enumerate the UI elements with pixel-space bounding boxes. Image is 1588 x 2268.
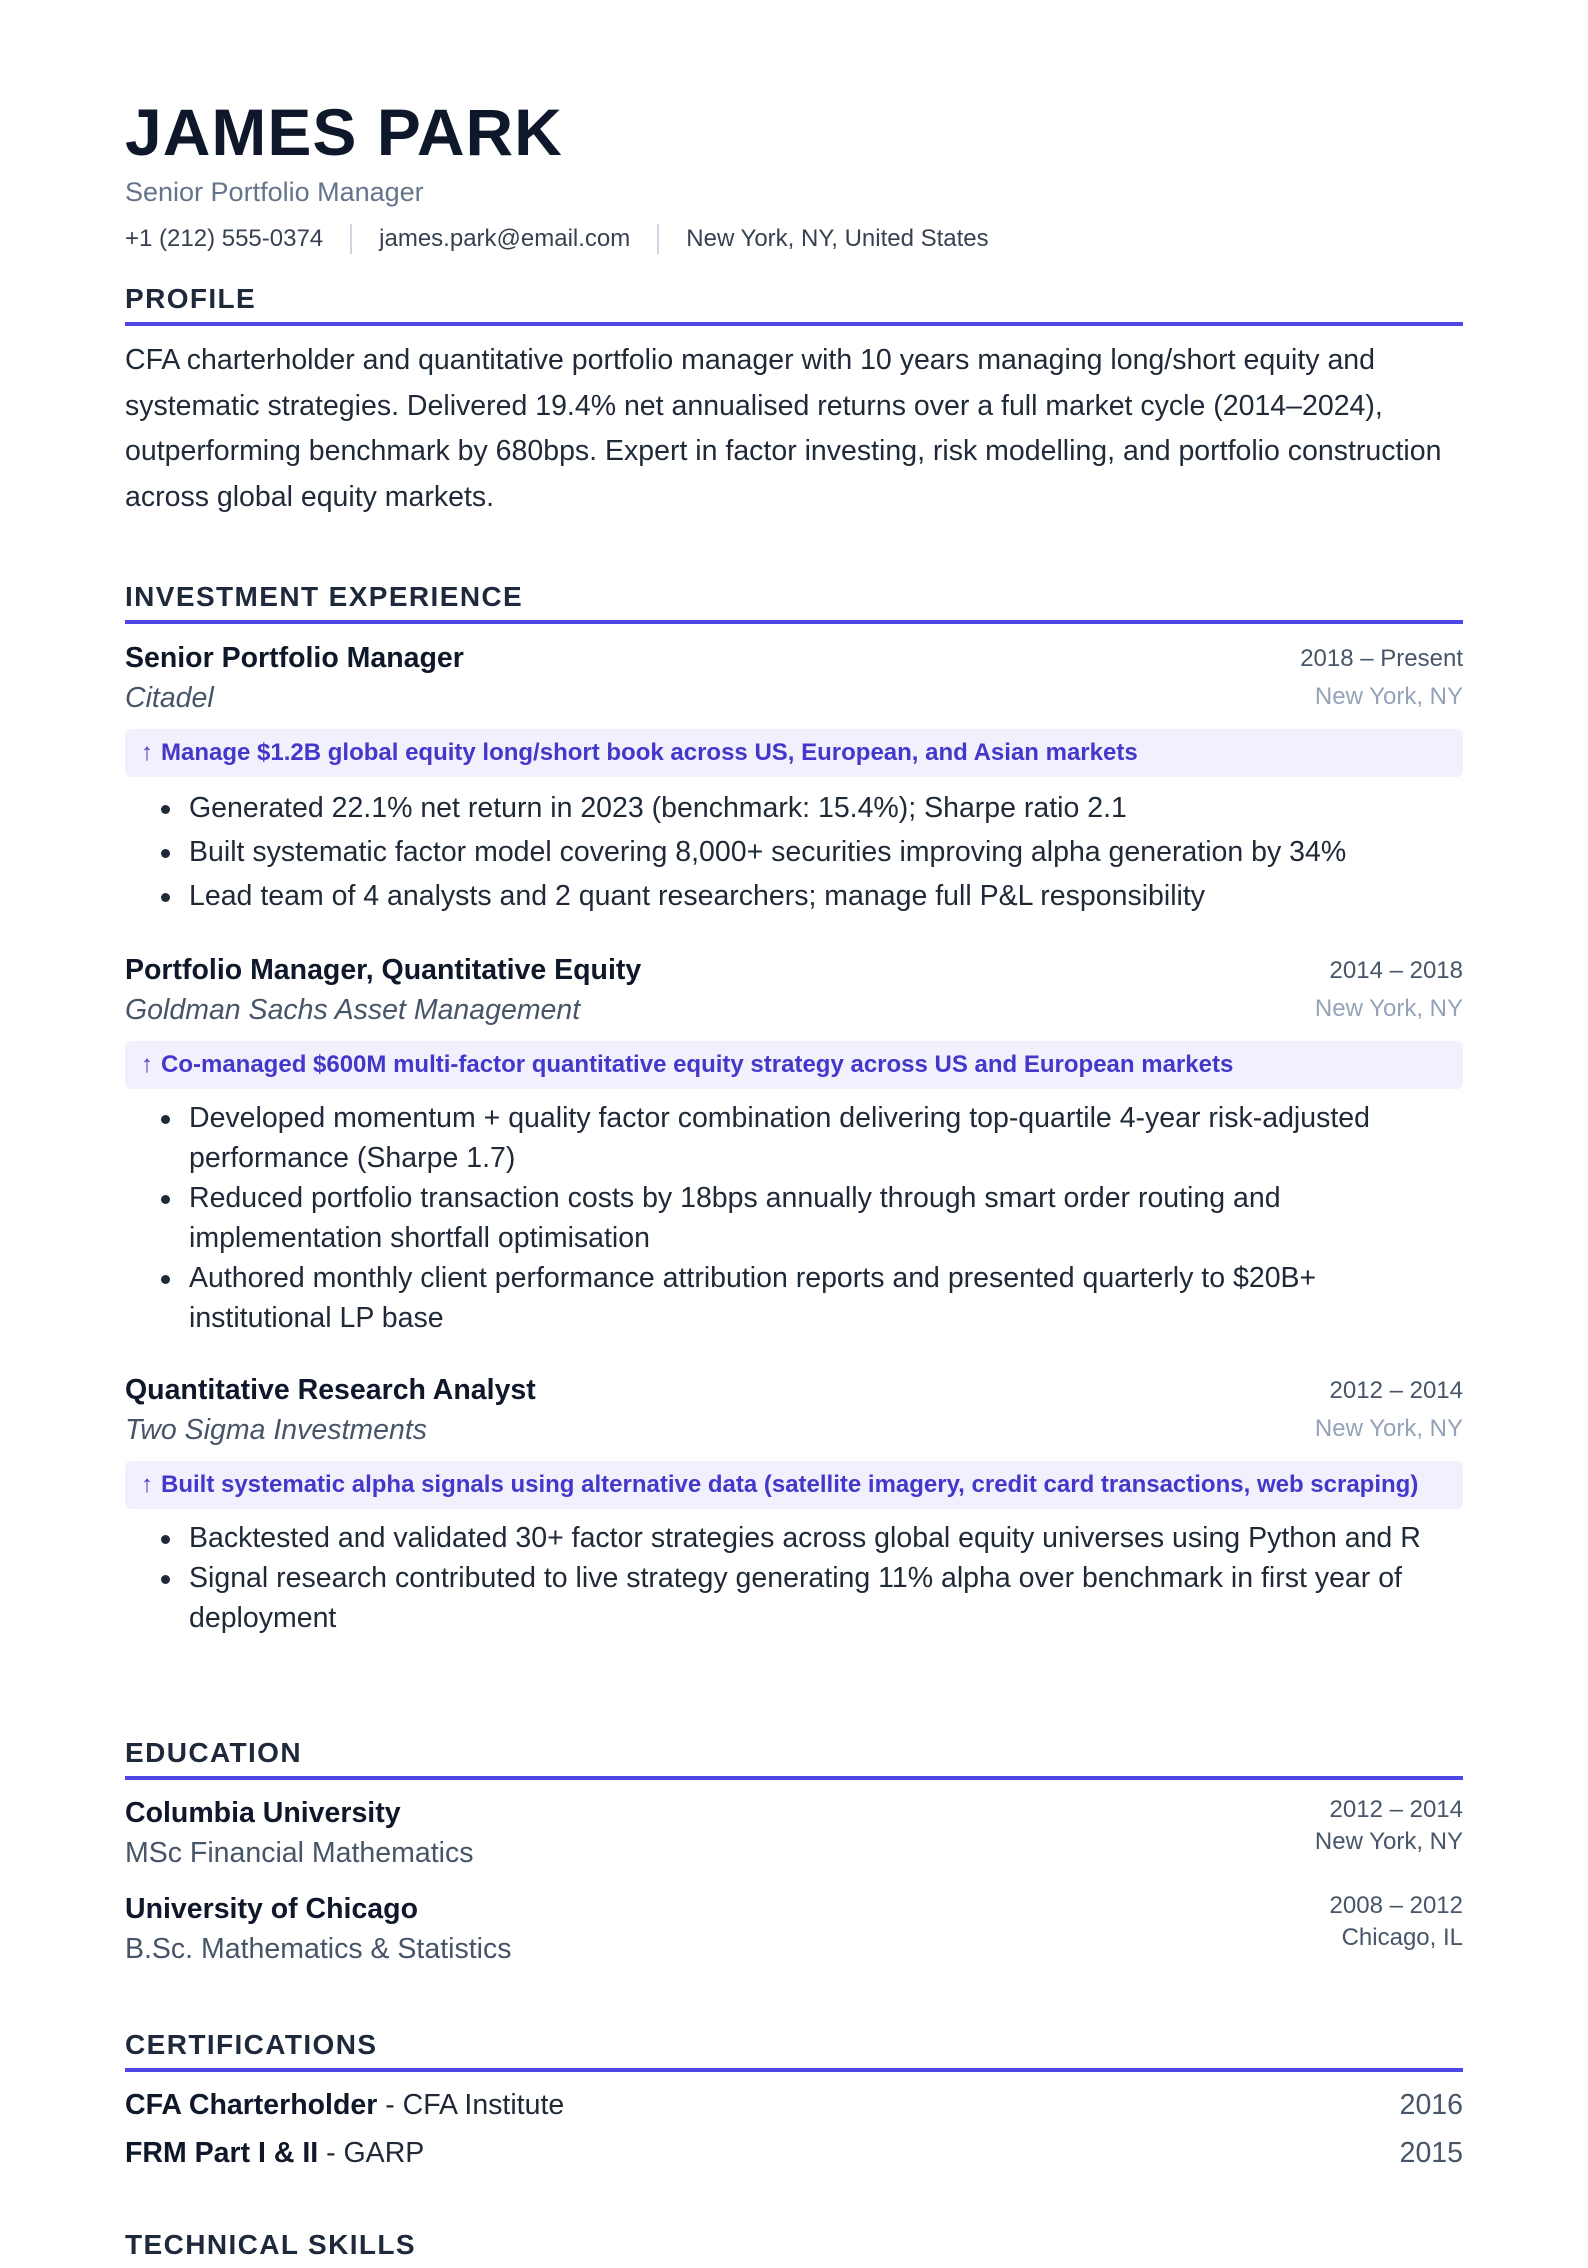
- profile-summary: CFA charterholder and quantitative portfolio manager with 10 years managing long/short equity and systematic strategies. Delivered 19.4% net annualised returns over a full market cycle (2014–2024), outperforming benchmark by 680bps. Expert in factor investing, risk modelling, and portfolio construction across global equity markets.: [125, 344, 1442, 513]
- list-item: Built systematic factor model covering 8,000+ securities improving alpha generation by 34%: [125, 830, 1463, 874]
- candidate-title: Senior Portfolio Manager: [125, 177, 424, 207]
- contact-line: [125, 222, 989, 256]
- job-bullets: [125, 1518, 1463, 1638]
- education-school: University of Chicago: [125, 1893, 418, 1925]
- certification-name: FRM Part I & II: [125, 2137, 319, 2169]
- job-highlight: [125, 1461, 1463, 1509]
- contact-phone: +1 (212) 555-0374: [125, 225, 324, 252]
- job-highlight: [125, 1041, 1463, 1089]
- resume-page: [125, 0, 1463, 2260]
- section-heading-technical-skills: TECHNICAL SKILLS: [125, 2229, 416, 2260]
- contact-divider: [350, 224, 352, 254]
- certification-name: CFA Charterholder: [125, 2089, 378, 2121]
- education-degree: MSc Financial Mathematics: [125, 1837, 474, 1869]
- section-heading-certifications: CERTIFICATIONS: [125, 2028, 1463, 2072]
- contact-divider: [657, 224, 659, 254]
- arrow-up-icon: ↑: [141, 1471, 153, 1498]
- list-item: Lead team of 4 analysts and 2 quant researchers; manage full P&L responsibility: [125, 874, 1463, 918]
- list-item: Generated 22.1% net return in 2023 (benchmark: 15.4%); Sharpe ratio 2.1: [125, 786, 1463, 830]
- job-highlight-text: Manage $1.2B global equity long/short book across US, European, and Asian markets: [161, 739, 1138, 766]
- education-location: Chicago, IL: [1341, 1924, 1463, 1951]
- section-heading-profile: PROFILE: [125, 282, 1463, 326]
- job-title: Quantitative Research Analyst: [125, 1374, 536, 1406]
- job-location: New York, NY: [1314, 1415, 1463, 1442]
- education-degree: B.Sc. Mathematics & Statistics: [125, 1933, 512, 1965]
- list-item: Signal research contributed to live strategy generating 11% alpha over benchmark in first year of deployment: [125, 1558, 1463, 1638]
- contact-email[interactable]: james.park@email.com: [379, 225, 631, 252]
- education-dates: 2012 – 2014: [1329, 1796, 1463, 1823]
- job-company: Goldman Sachs Asset Management: [125, 994, 581, 1026]
- section-heading-education: EDUCATION: [125, 1736, 1463, 1780]
- job-title: Senior Portfolio Manager: [125, 642, 464, 674]
- job-location: New York, NY: [1314, 683, 1463, 710]
- certification-item: [125, 2136, 424, 2170]
- certification-year: 2015: [1399, 2137, 1463, 2169]
- candidate-name: JAMES PARK: [125, 95, 563, 169]
- job-company: Citadel: [125, 682, 214, 714]
- job-dates: 2014 – 2018: [1329, 957, 1463, 984]
- list-item: Authored monthly client performance attribution reports and presented quarterly to $20B+ institutional LP base: [125, 1258, 1463, 1338]
- job-dates: 2012 – 2014: [1329, 1377, 1463, 1404]
- certification-issuer: - CFA Institute: [377, 2089, 565, 2121]
- section-heading-experience: INVESTMENT EXPERIENCE: [125, 580, 1463, 624]
- arrow-up-icon: ↑: [141, 1051, 153, 1078]
- list-item: Reduced portfolio transaction costs by 18bps annually through smart order routing and implementation shortfall optimisation: [125, 1178, 1463, 1258]
- job-title: Portfolio Manager, Quantitative Equity: [125, 954, 642, 986]
- job-highlight-text: Built systematic alpha signals using alternative data (satellite imagery, credit card transactions, web scraping): [161, 1471, 1419, 1498]
- contact-location: New York, NY, United States: [686, 225, 989, 252]
- list-item: Developed momentum + quality factor combination delivering top-quartile 4-year risk-adjusted performance (Sharpe 1.7): [125, 1098, 1463, 1178]
- job-dates: 2018 – Present: [1300, 645, 1463, 672]
- job-bullets: [125, 1098, 1463, 1338]
- education-location: New York, NY: [1314, 1828, 1463, 1855]
- list-item: Backtested and validated 30+ factor strategies across global equity universes using Python and R: [125, 1518, 1463, 1558]
- job-company: Two Sigma Investments: [125, 1414, 427, 1446]
- education-school: Columbia University: [125, 1797, 401, 1829]
- job-location: New York, NY: [1314, 995, 1463, 1022]
- arrow-up-icon: ↑: [141, 739, 153, 766]
- certification-issuer: - GARP: [318, 2137, 425, 2169]
- certification-year: 2016: [1399, 2089, 1463, 2121]
- education-dates: 2008 – 2012: [1329, 1892, 1463, 1919]
- certification-item: [125, 2088, 564, 2122]
- job-highlight: [125, 729, 1463, 777]
- job-bullets: [125, 786, 1463, 918]
- job-highlight-text: Co-managed $600M multi-factor quantitative equity strategy across US and European markets: [161, 1051, 1234, 1078]
